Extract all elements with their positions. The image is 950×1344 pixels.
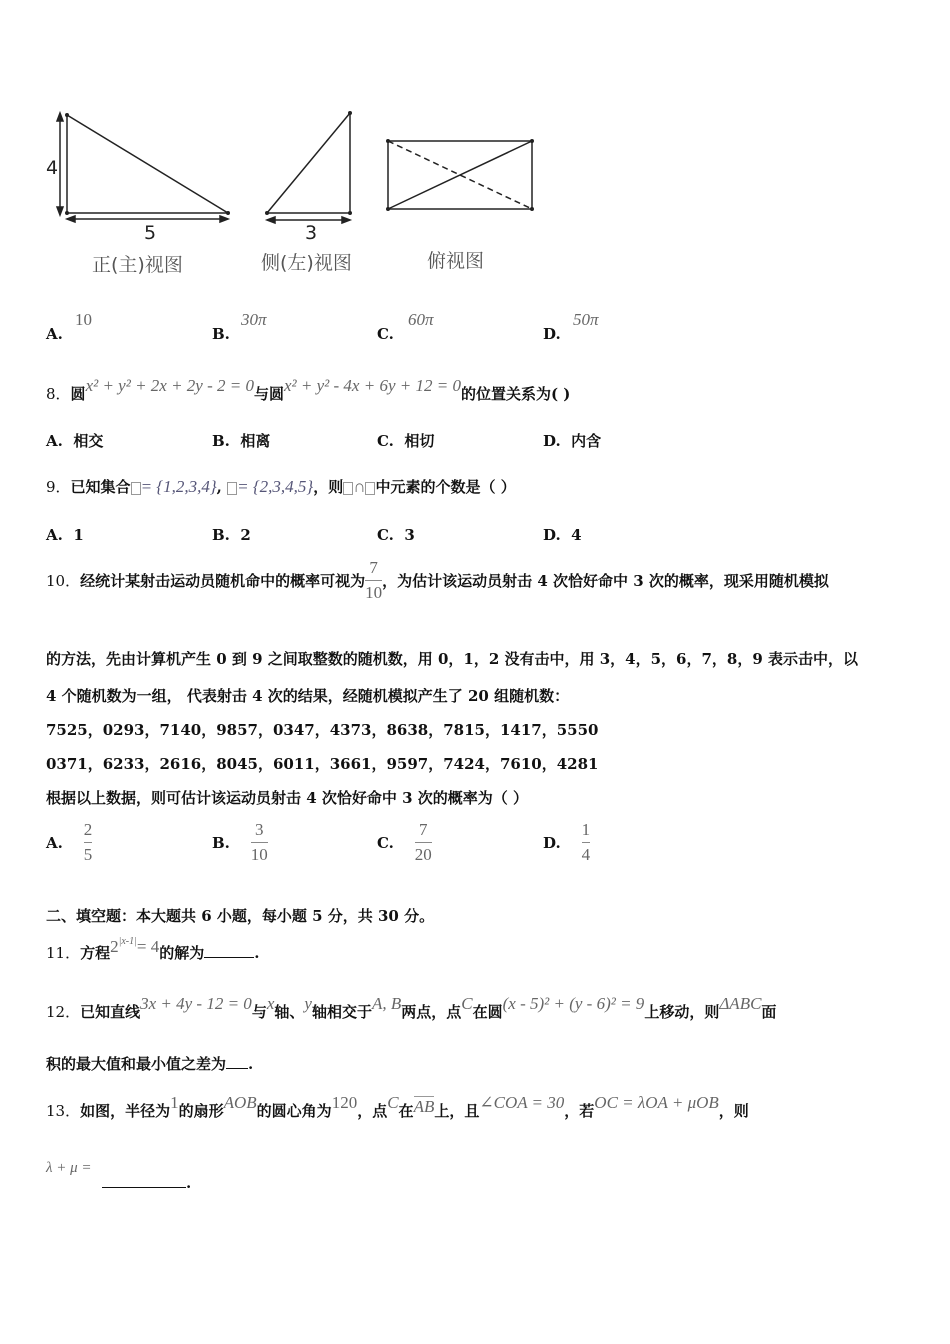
q10-option-d[interactable]: D. $\frac{1}{4}$ [543, 820, 591, 864]
front-view-caption: 正(主)视图 [92, 254, 183, 276]
q12-answer-blank[interactable] [226, 1068, 248, 1069]
side-view-caption: 侧(左)视图 [261, 252, 352, 274]
side-view [267, 113, 350, 223]
set-b-symbol [227, 482, 237, 495]
q10-stem: 10． 经统计某射击运动员随机命中的概率可视为 $\frac{7}{10}$ ，为估计该运动员射击 4 次恰好命中 3 次的概率，现采用随机模拟 [46, 558, 829, 602]
q8-option-a[interactable]: A. 相交 [46, 432, 104, 450]
q10-option-a[interactable]: A. $\frac{2}{5}$ [46, 820, 93, 864]
q7-option-d[interactable]: D. [543, 325, 561, 343]
q10-option-b[interactable]: B. $\frac{3}{10}$ [212, 820, 268, 864]
front-width-label: 5 [144, 222, 157, 244]
q9-stem: 9．已知集合 = {1,2,3,4}, = {2,3,4,5}，则 ∩ 中元素的个数是（ ） [46, 477, 516, 496]
q8-option-d[interactable]: D. 内含 [543, 432, 602, 450]
q7-option-b[interactable]: B. [212, 325, 230, 343]
q7-option-d-value: 50π [573, 310, 599, 329]
q10-line2: 的方法，先由计算机产生 0 到 9 之间取整数的随机数，用 0，1，2 没有击中，用 3，4，5，6，7，8，9 表示击中，以 [46, 650, 859, 668]
q9-option-c[interactable]: C. 3 [377, 526, 415, 544]
q11-answer-blank[interactable] [204, 957, 254, 958]
set-a-symbol [131, 482, 141, 495]
q13-line2: λ + μ = . [46, 1160, 192, 1192]
q7-option-a[interactable]: A. [46, 325, 63, 343]
q13-answer-blank[interactable] [102, 1187, 186, 1188]
front-height-label: 4 [46, 157, 59, 179]
q7-option-c-value: 60π [408, 310, 434, 329]
top-view-caption: 俯视图 [427, 250, 485, 272]
q7-option-a-value: 10 [75, 310, 92, 329]
top-view [388, 141, 532, 209]
q8-stem: 8．圆x² + y² + 2x + 2y - 2 = 0与圆x² + y² - 4x + 6y + 12 = 0的位置关系为( ) [46, 376, 571, 403]
section-heading-fill-in: 二、填空题：本大题共 6 小题，每小题 5 分，共 30 分。 [46, 907, 435, 925]
q9-option-a[interactable]: A. 1 [46, 526, 84, 544]
q11-stem: 11．方程$2^{|x-1|}= 4$的解为 . [46, 936, 260, 962]
side-width-label: 3 [305, 222, 318, 244]
q10-option-c[interactable]: C. $\frac{7}{20}$ [377, 820, 432, 864]
q12-line2: 积的最大值和最小值之差为 . [46, 1055, 254, 1073]
front-view [57, 113, 228, 222]
q10-data-row2: 0371，6233，2616，8045，6011，3661，9597，7424，7610，4281 [46, 755, 599, 773]
q8-option-c[interactable]: C. 相切 [377, 432, 435, 450]
q10-line3: 4 个随机数为一组， 代表射击 4 次的结果，经随机模拟产生了 20 组随机数： [46, 687, 570, 705]
q8-option-b[interactable]: B. 相离 [212, 432, 271, 450]
q9-option-b[interactable]: B. 2 [212, 526, 251, 544]
q7-option-c[interactable]: C. [377, 325, 394, 343]
q7-option-b-value: 30π [241, 310, 267, 329]
q10-data-row1: 7525，0293，7140，9857，0347，4373，8638，7815，1417，5550 [46, 721, 599, 739]
q9-option-d[interactable]: D. 4 [543, 526, 582, 544]
q13-stem: 13．如图，半径为1的扇形AOB的圆心角为120，点C在AB上，且∠COA = 30，若OC = λOA + μOB，则 [46, 1093, 749, 1120]
q10-question: 根据以上数据，则可估计该运动员射击 4 次恰好命中 3 次的概率为（ ） [46, 789, 528, 807]
q12-stem: 12．已知直线3x + 4y - 12 = 0与x轴、y轴相交于A, B两点，点C在圆(x - 5)² + (y - 6)² = 9上移动，则ΔABC面 [46, 994, 777, 1021]
q10-fraction: $\frac{7}{10}$ [365, 558, 383, 602]
